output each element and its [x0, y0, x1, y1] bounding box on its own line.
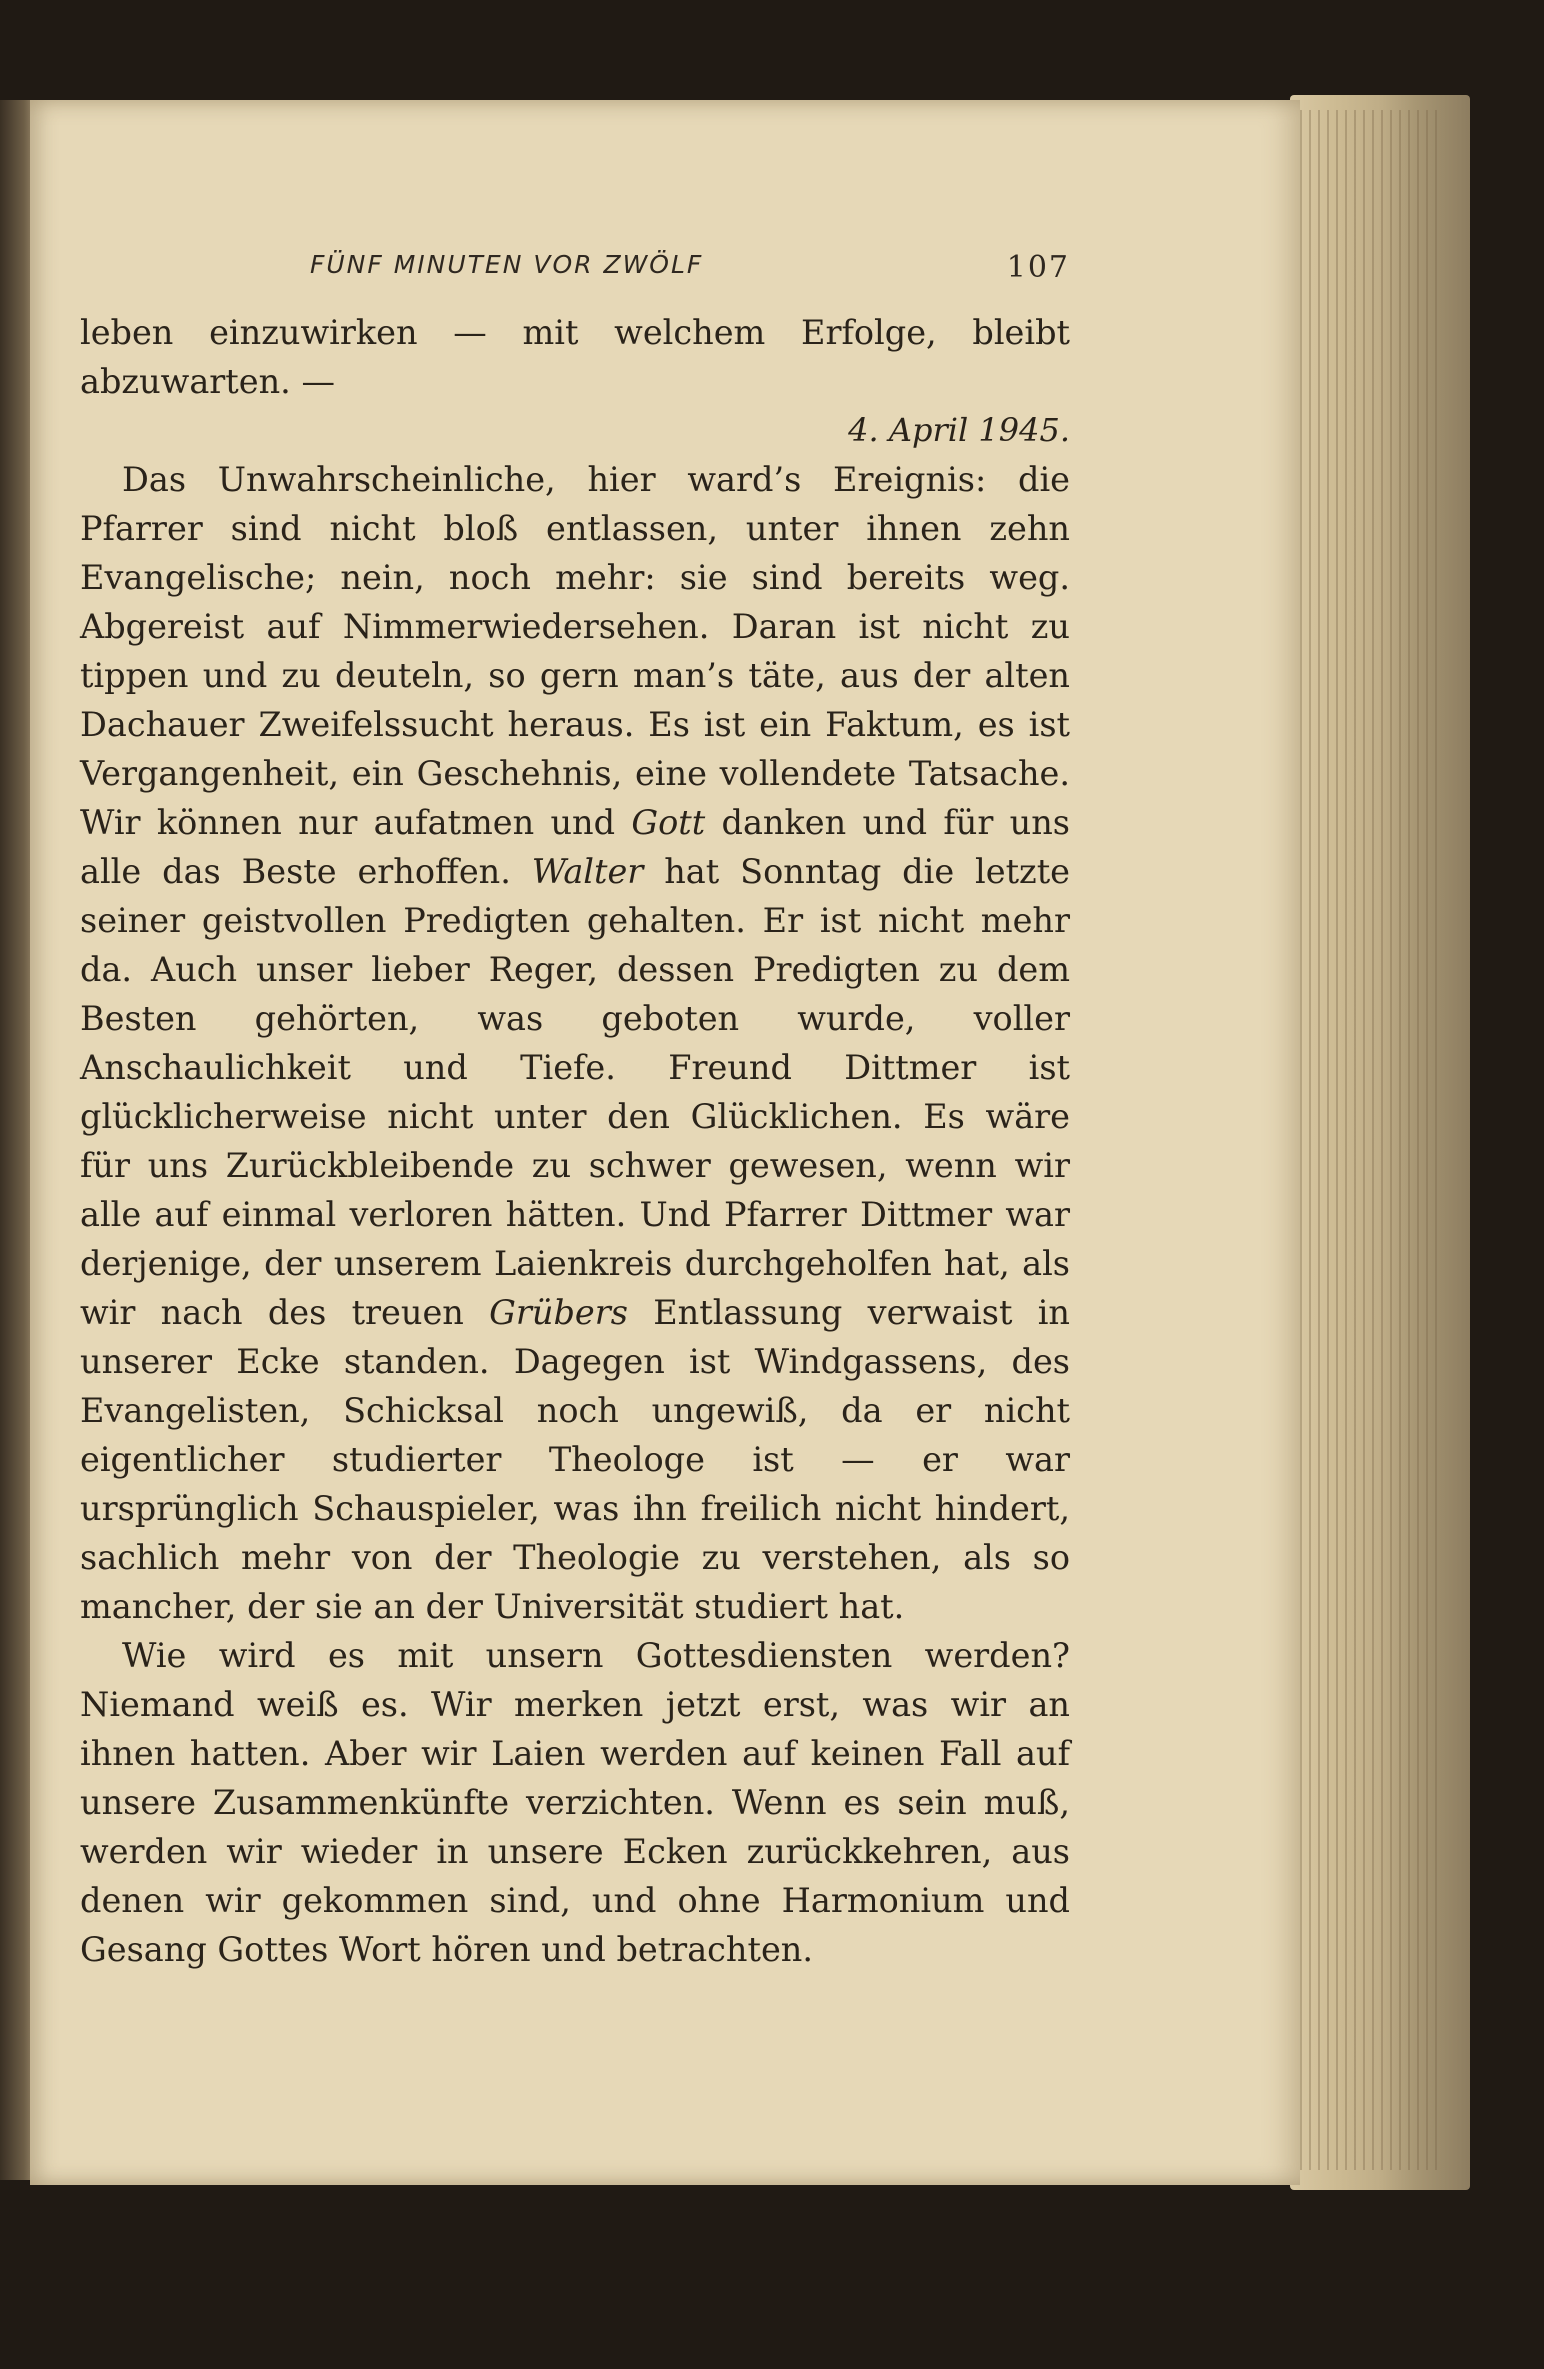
name-gott: Gott	[631, 803, 706, 842]
continued-paragraph: leben einzuwirken — mit welchem Erfolge, bleibt abzuwarten. —	[80, 313, 1070, 401]
paragraph-1	[80, 455, 1070, 1631]
page-number: 107	[1006, 250, 1070, 285]
paragraph-1-part-c: hat Sonntag die letzte seiner geistvollen Predigten gehalten. Er ist nicht mehr da. Auch unser lieber Reger, dessen Predigten zu dem Besten gehörten, was geboten wurde, voller Anschaulichkeit und Tiefe. Freund Dittmer ist glücklicherweise nicht unter den Glücklichen. Es wäre für uns Zurückbleibende zu schwer gewesen, wenn wir alle auf einmal verloren hätten. Und Pfarrer Dittmer war derjenige, der unserem Laienkreis durchgeholfen hat, als wir nach des treuen	[80, 852, 1070, 1332]
name-grueber: Grübers	[489, 1293, 628, 1332]
diary-dateline: 4. April 1945.	[848, 411, 1070, 449]
page-content	[80, 250, 1070, 1974]
page-edge-lines	[1300, 110, 1440, 2170]
body-text	[80, 308, 1070, 1974]
running-head: FÜNF MINUTEN VOR ZWÖLF	[310, 250, 704, 279]
name-walter: Walter	[531, 852, 644, 891]
book-page	[30, 100, 1300, 2185]
paragraph-1-part-d: Entlassung verwaist in unserer Ecke standen. Dagegen ist Windgassens, des Evangelisten, Schicksal noch ungewiß, da er nicht eigentlicher studierter Theologe ist — er war ursprünglich Schauspieler, was ihn freilich nicht hindert, sachlich mehr von der Theologie zu verstehen, als so mancher, der sie an der Universität studiert hat.	[80, 1293, 1070, 1626]
page-header	[80, 250, 1070, 300]
paragraph-2: Wie wird es mit unsern Gottesdiensten werden? Niemand weiß es. Wir merken jetzt erst, was wir an ihnen hatten. Aber wir Laien werden auf keinen Fall auf unsere Zusammenkünfte verzichten. Wenn es sein muß, werden wir wieder in unsere Ecken zurückkehren, aus denen wir gekommen sind, und ohne Harmonium und Gesang Gottes Wort hören und betrachten.	[80, 1636, 1070, 1969]
paragraph-1-part-a: Das Unwahrscheinliche, hier ward’s Ereignis: die Pfarrer sind nicht bloß entlassen, unter ihnen zehn Evangelische; nein, noch mehr: sie sind bereits weg. Abgereist auf Nimmerwiedersehen. Daran ist nicht zu tippen und zu deuteln, so gern man’s täte, aus der alten Dachauer Zweifelssucht heraus. Es ist ein Faktum, es ist Vergangenheit, ein Geschehnis, eine vollendete Tatsache. Wir können nur aufatmen und	[80, 460, 1070, 842]
paragraph-1-part-b: danken und für uns alle das Beste erhoffen.	[80, 803, 1070, 891]
